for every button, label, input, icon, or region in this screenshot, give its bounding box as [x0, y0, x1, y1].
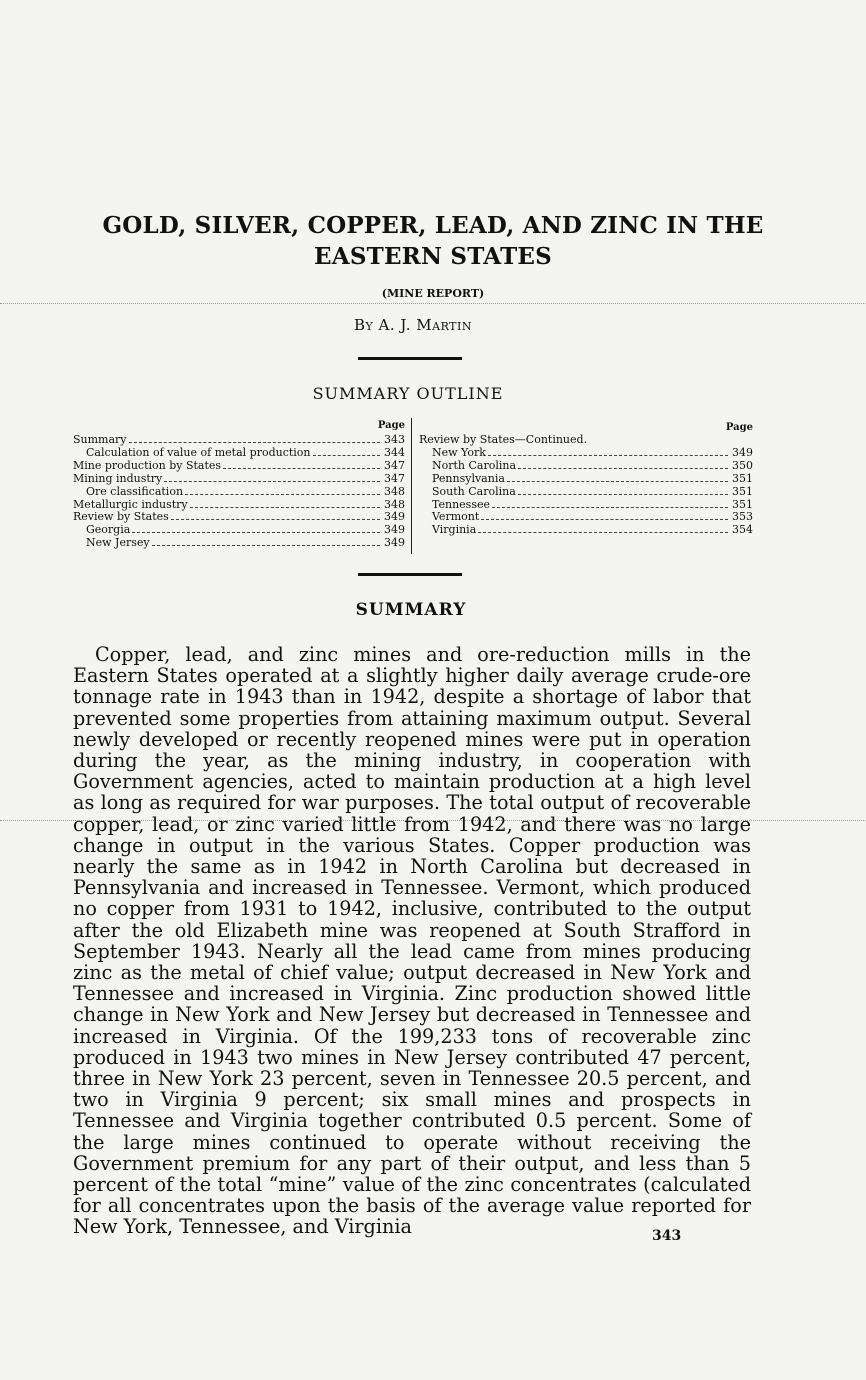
page-column-label: Page	[377, 420, 405, 431]
scan-artifact-line	[0, 303, 866, 305]
outline-column-divider	[411, 418, 412, 554]
outline-entry-page: 347	[384, 458, 405, 472]
outline-entry	[419, 486, 753, 499]
outline-entry-page: 349	[384, 536, 405, 550]
outline-entry-label: Georgia	[86, 523, 131, 537]
outline-entry-label: Mining industry	[73, 471, 163, 485]
outline-entry-page: 343	[384, 433, 405, 446]
outline-entry-page: 354	[732, 523, 753, 537]
leader-dots	[481, 519, 728, 520]
leader-dots	[488, 455, 728, 456]
outline-entry	[73, 486, 405, 499]
leader-dots	[223, 468, 380, 469]
leader-dots	[164, 481, 380, 482]
outline-entry	[419, 524, 753, 537]
page-column-label: Page	[725, 422, 753, 433]
outline-entry-label: New York	[432, 445, 486, 459]
outline-entry	[73, 447, 405, 460]
page-number: 343	[652, 1228, 682, 1244]
divider-rule	[358, 357, 462, 360]
summary-paragraph: Copper, lead, and zinc mines and ore-reduction mills in the Eastern States operated at a slightly higher daily average crude-ore tonnage rate in 1943 than in 1942, despite a shortage of labor that prevented some properties from attaining maximum output. Several newly developed or recently reopened mines were put in operation during the year, as the mining industry, in cooperation with Government agencies, acted to maintain production at a high level as long as required for war purposes. The total output of recoverable copper, lead, or zinc varied little from 1942, and there was no large change in output in the various States. Copper production was nearly the same as in 1942 in North Carolina but decreased in Pennsylvania and increased in Tennessee. Vermont, which produced no copper from 1931 to 1942, inclusive, contributed to the output after the old Elizabeth mine was reopened at South Strafford in September 1943. Nearly all the lead came from mines producing zinc as the metal of chief value; output decreased in New York and Tennessee and increased in Virginia. Zinc production showed little change in New York and New Jersey but decreased in Tennessee and increased in Virginia. Of the 199,233 tons of recoverable zinc produced in 1943 two mines in New Jersey contributed 47 percent, three in New York 23 percent, seven in Tennessee 20.5 percent, and two in Virginia 9 percent; six small mines and prospects in Tennessee and Virginia together contributed 0.5 percent. Some of the large mines continued to operate without receiving the Government premium for any part of their output, and less than 5 percent of the total “mine” value of the zinc concentrates (calculated for all concentrates upon the basis of the average value reported for New York, Tennessee, and Virginia	[73, 643, 751, 1239]
leader-dots	[478, 532, 728, 533]
document-title: GOLD, SILVER, COPPER, LEAD, AND ZINC IN THE EASTERN STATES	[102, 212, 764, 270]
outline-left-column	[73, 420, 405, 550]
summary-outline-heading: SUMMARY OUTLINE	[312, 384, 504, 403]
outline-entry-label: New Jersey	[86, 536, 150, 550]
outline-entry-page: 347	[384, 471, 405, 485]
leader-dots	[507, 481, 728, 482]
outline-entry-page: 350	[732, 458, 753, 472]
outline-entry-page: 348	[384, 497, 405, 511]
outline-entry-page: 344	[384, 445, 405, 459]
report-type-label: (MINE REPORT)	[381, 287, 485, 300]
outline-entry-label: Tennessee	[432, 497, 490, 511]
outline-entry-page: 349	[732, 445, 753, 459]
leader-dots	[185, 494, 380, 495]
leader-dots	[132, 532, 380, 533]
leader-dots	[152, 545, 380, 546]
outline-entry-label: South Carolina	[432, 484, 516, 498]
outline-entry-page: 351	[732, 497, 753, 511]
outline-entry-page: 353	[732, 510, 753, 524]
outline-entry-label: North Carolina	[432, 458, 517, 472]
outline-entry	[419, 473, 753, 486]
outline-entry-label: Metallurgic industry	[73, 497, 188, 511]
divider-rule	[358, 573, 462, 576]
outline-entry-page: 348	[384, 484, 405, 498]
outline-entry	[73, 473, 405, 486]
outline-entry	[73, 434, 405, 447]
leader-dots	[518, 468, 728, 469]
outline-entry-label: Pennsylvania	[432, 471, 505, 485]
outline-entry	[73, 460, 405, 473]
leader-dots	[518, 494, 728, 495]
outline-entry-label: Calculation of value of metal production	[86, 445, 311, 459]
outline-entry-page: 351	[732, 471, 753, 485]
author-byline: By A. J. Martin	[353, 316, 472, 334]
leader-dots	[313, 455, 380, 456]
summary-heading: SUMMARY	[355, 600, 467, 620]
outline-continued-label: Review by States—Continued.	[419, 433, 588, 446]
outline-entry	[73, 537, 405, 550]
outline-entry	[419, 460, 753, 473]
outline-entry-label: Mine production by States	[73, 458, 222, 472]
leader-dots	[129, 442, 380, 443]
leader-dots	[171, 519, 380, 520]
leader-dots	[190, 507, 380, 508]
outline-entry-page: 349	[384, 510, 405, 524]
leader-dots	[492, 507, 728, 508]
outline-entry-page: 349	[384, 523, 405, 537]
outline-entry-label: Vermont	[432, 510, 480, 524]
outline-entry-label: Review by States	[73, 510, 169, 524]
outline-entry-label: Ore classification	[86, 484, 184, 498]
outline-entry	[419, 447, 753, 460]
outline-entry-label: Virginia	[432, 523, 477, 537]
outline-right-column	[419, 420, 753, 537]
outline-entry-label: Summary	[73, 433, 127, 446]
outline-entry-page: 351	[732, 484, 753, 498]
